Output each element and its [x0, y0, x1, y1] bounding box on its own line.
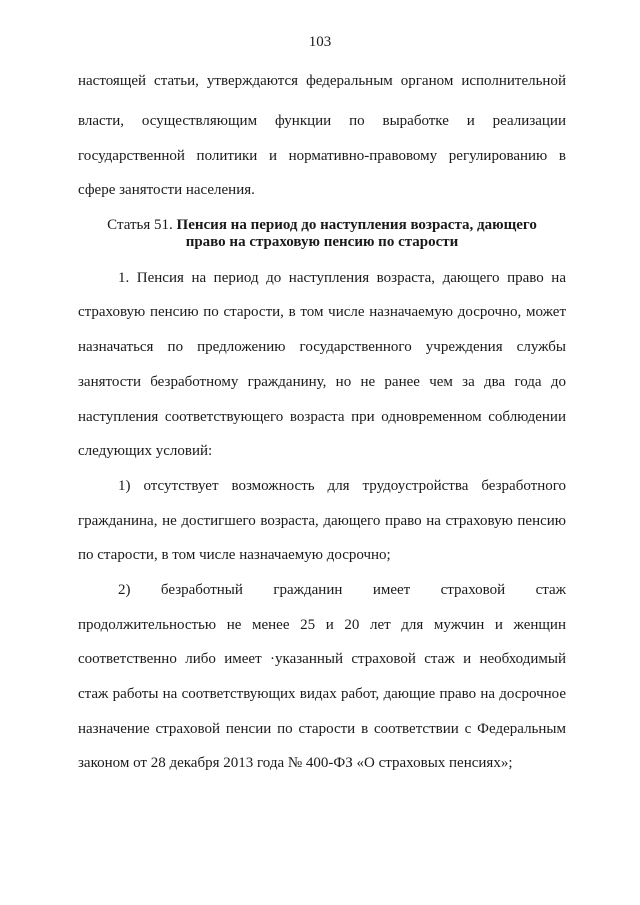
item1-line-2: гражданина, не достигшего возраста, дающего право на страховую пенсию [78, 513, 566, 529]
article-heading-line-1 [78, 216, 566, 234]
intro-line-4: сфере занятости населения. [78, 182, 255, 198]
paragraph1-line-4: занятости безработному гражданину, но не ранее чем за два года до [78, 374, 566, 390]
item1-line-3: по старости, в том числе назначаемую досрочно; [78, 547, 391, 563]
page-number: 103 [308, 34, 332, 50]
paragraph1-line-6: следующих условий: [78, 443, 213, 459]
item2-line-5: назначение страховой пенсии по старости в соответствии с Федеральным [78, 721, 566, 737]
item2-line-2: продолжительностью не менее 25 и 20 лет для мужчин и женщин [78, 617, 566, 633]
item2-line-4: стаж работы на соответствующих видах работ, дающие право на досрочное [78, 686, 566, 702]
paragraph1-line-1: 1. Пенсия на период до наступления возраста, дающего право на [118, 270, 566, 286]
article-prefix: Статья 51. [107, 217, 173, 233]
article-title-part-1: Пенсия на период до наступления возраста, дающего [176, 217, 537, 233]
intro-line-2: власти, осуществляющим функции по выработке и реализации [78, 113, 566, 129]
paragraph1-line-2: страховую пенсию по старости, в том числе назначаемую досрочно, может [78, 304, 566, 320]
item2-line-1: 2) безработный гражданин имеет страховой стаж [118, 582, 566, 598]
paragraph1-line-3: назначаться по предложению государственного учреждения службы [78, 339, 566, 355]
item2-line-3: соответственно либо имеет ·указанный страховой стаж и необходимый [78, 651, 566, 667]
article-heading-line-2: право на страховую пенсию по старости [185, 234, 459, 250]
intro-line-3: государственной политики и нормативно-правовому регулированию в [78, 148, 566, 164]
paragraph1-line-5: наступления соответствующего возраста при одновременном соблюдении [78, 409, 566, 425]
intro-line-1: настоящей статьи, утверждаются федеральным органом исполнительной [78, 73, 566, 89]
item1-line-1: 1) отсутствует возможность для трудоустройства безработного [118, 478, 566, 494]
item2-line-6: законом от 28 декабря 2013 года № 400-ФЗ «О страховых пенсиях»; [78, 755, 513, 771]
